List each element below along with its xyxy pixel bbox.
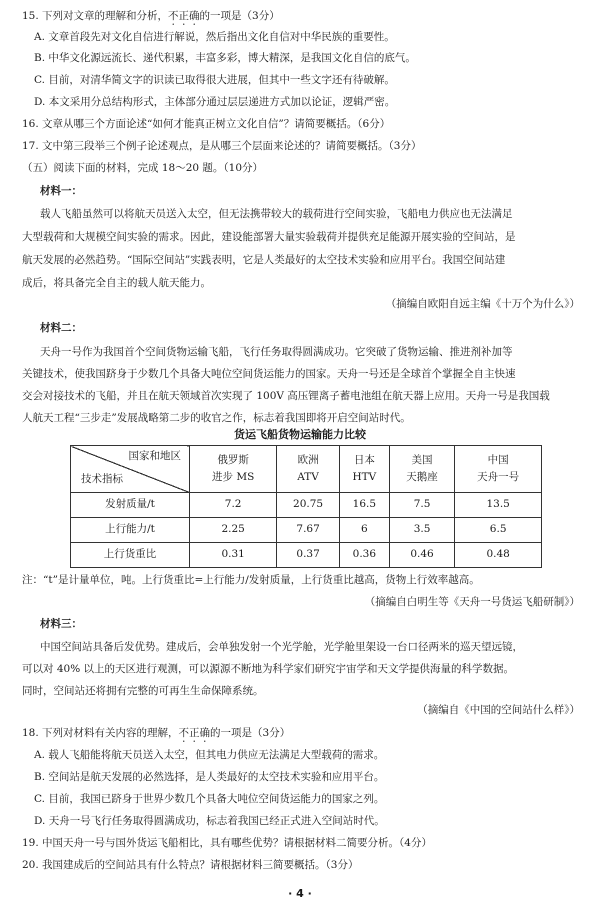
material2-source: （摘编自白明生等《天舟一号货运飞船研制》） bbox=[364, 596, 580, 608]
cargo-comparison-table bbox=[70, 445, 542, 568]
table-col-china: 中国 天舟一号 bbox=[455, 446, 542, 493]
q18-option-a: A. 载人飞船能将航天员送入太空，但其电力供应无法满足大型载荷的需求。 bbox=[34, 749, 385, 761]
q15-stem bbox=[22, 10, 280, 28]
table-cell: 7.67 bbox=[277, 518, 340, 543]
table-cell: 7.2 bbox=[190, 493, 277, 518]
q20-stem: 20. 我国建成后的空间站具有什么特点？请根据材料三简要概括。（3分） bbox=[22, 859, 359, 871]
page-number: · 4 · bbox=[288, 887, 312, 900]
table-note: 注：“t”是计量单位，吨。上行货重比=上行能力/发射质量，上行货重比越高，货物上行效率越高。 bbox=[22, 574, 480, 586]
table-cell: 0.46 bbox=[389, 543, 455, 568]
table-cell: 0.31 bbox=[190, 543, 277, 568]
table-cell: 6.5 bbox=[455, 518, 542, 543]
table-cell: 0.48 bbox=[455, 543, 542, 568]
q15-stem-pre: 15. 下列对文章的理解和分析， bbox=[22, 10, 169, 22]
q19-stem: 19. 中国天舟一号与国外货运飞船相比，具有哪些优势？请根据材料二简要分析。（4分） bbox=[22, 837, 432, 849]
q18-stem-post: 的一项是（3分） bbox=[210, 727, 291, 739]
q15-option-a: A. 文章首段先对文化自信进行解说，然后指出文化自信对中华民族的重要性。 bbox=[34, 31, 395, 43]
q16-stem: 16. 文章从哪三个方面论述“如何才能真正树立文化自信”？请简要概括。（6分） bbox=[22, 118, 391, 130]
table-col-europe: 欧洲 ATV bbox=[277, 446, 340, 493]
table-col-usa: 美国 天鹅座 bbox=[389, 446, 455, 493]
table-cell: 13.5 bbox=[455, 493, 542, 518]
material1-line-1: 载人飞船虽然可以将航天员送入太空，但无法携带较大的载荷进行空间实验，飞船电力供应也无法满足 bbox=[40, 208, 513, 220]
table-row-label: 发射质量/t bbox=[71, 493, 190, 518]
table-row bbox=[71, 543, 542, 568]
material3-line-2: 可以对 40% 以上的天区进行观测，可以源源不断地为科学家们研究宇宙学和天文学提供海量的科学数据。 bbox=[22, 663, 515, 675]
material1-source: （摘编自欧阳自远主编《十万个为什么》） bbox=[385, 298, 580, 310]
q18-stem bbox=[22, 727, 290, 745]
material1-line-3: 航天发展的必然趋势。“国际空间站”实践表明，它是人类最好的太空技术实验和应用平台。我国空间站建 bbox=[22, 254, 506, 266]
q15-option-d: D. 本文采用分总结构形式，主体部分通过层层递进方式加以论证，逻辑严密。 bbox=[34, 96, 396, 108]
table-corner-top: 国家和地区 bbox=[128, 450, 181, 462]
table-cell: 16.5 bbox=[339, 493, 389, 518]
material3-line-1: 中国空间站具备后发优势。建成后，会单独发射一个光学舱，光学舱里架设一台口径两米的巡天望远镜， bbox=[40, 641, 523, 653]
section5-heading: （五）阅读下面的材料，完成 18～20 题。（10分） bbox=[22, 162, 264, 174]
q18-option-c: C. 目前，我国已跻身于世界少数几个具备大吨位空间货运能力的国家之列。 bbox=[34, 793, 385, 805]
table-cell: 0.36 bbox=[339, 543, 389, 568]
table-cell: 7.5 bbox=[389, 493, 455, 518]
material3-title: 材料三： bbox=[40, 618, 82, 630]
table-cell: 6 bbox=[339, 518, 389, 543]
material3-source: （摘编自《中国的空间站什么样》） bbox=[417, 704, 580, 716]
table-col-russia: 俄罗斯 进步 MS bbox=[190, 446, 277, 493]
q15-stem-post: 的一项是（3分） bbox=[199, 10, 280, 22]
table-header-row bbox=[71, 446, 542, 493]
table-cell: 2.25 bbox=[190, 518, 277, 543]
table-row-label: 上行货重比 bbox=[71, 543, 190, 568]
table-cell: 20.75 bbox=[277, 493, 340, 518]
material1-line-2: 大型载荷和大规模空间实验的需求。因此，建设能部署大量实验载荷并提供充足能源开展实验的空间站，是 bbox=[22, 231, 516, 243]
material1-line-4: 成后，将具备完全自主的载人航天能力。 bbox=[22, 277, 211, 289]
table-row bbox=[71, 518, 542, 543]
table-corner-cell bbox=[71, 446, 190, 493]
table-row bbox=[71, 493, 542, 518]
table-col-japan: 日本 HTV bbox=[339, 446, 389, 493]
q15-emphasis: 不正确 bbox=[168, 10, 200, 22]
table-caption: 货运飞船货物运输能力比较 bbox=[234, 428, 366, 441]
q18-option-d: D. 天舟一号飞行任务取得圆满成功，标志着我国已经正式进入空间站时代。 bbox=[34, 815, 385, 827]
q15-option-b: B. 中华文化源远流长、递代积累，丰富多彩，博大精深，是我国文化自信的底气。 bbox=[34, 52, 416, 64]
material2-line-4: 人航天工程“三步走”发展战略第二步的收官之作，标志着我国即将开启空间站时代。 bbox=[22, 412, 411, 424]
table-cell: 3.5 bbox=[389, 518, 455, 543]
q18-option-b: B. 空间站是航天发展的必然选择，是人类最好的太空技术实验和应用平台。 bbox=[34, 771, 385, 783]
material3-line-3: 同时，空间站还将拥有完整的可再生生命保障系统。 bbox=[22, 685, 264, 697]
material1-title: 材料一： bbox=[40, 185, 82, 197]
table-cell: 0.37 bbox=[277, 543, 340, 568]
material2-line-2: 关键技术，使我国跻身于少数几个具备大吨位空间货运能力的国家。天舟一号还是全球首个掌握全自主快速 bbox=[22, 368, 516, 380]
q17-stem: 17. 文中第三段举三个例子论述观点，是从哪三个层面来论述的？请简要概括。（3分） bbox=[22, 140, 422, 152]
material2-line-3: 交会对接技术的飞船，并且在航天领域首次实现了 100V 高压锂离子蓄电池组在航天器上应用。天舟一号是我国载 bbox=[22, 390, 550, 402]
material2-title: 材料二： bbox=[40, 322, 82, 334]
q18-emphasis: 不正确 bbox=[178, 727, 211, 739]
material2-line-1: 天舟一号作为我国首个空间货物运输飞船，飞行任务取得圆满成功。它突破了货物运输、推进剂补加等 bbox=[40, 346, 513, 358]
table-row-label: 上行能力/t bbox=[71, 518, 190, 543]
q15-option-c: C. 目前，对清华简文字的识读已取得很大进展，但其中一些文字还有待破解。 bbox=[34, 74, 395, 86]
table-corner-bottom: 技术指标 bbox=[81, 472, 123, 485]
q18-stem-pre: 18. 下列对材料有关内容的理解， bbox=[22, 727, 179, 739]
